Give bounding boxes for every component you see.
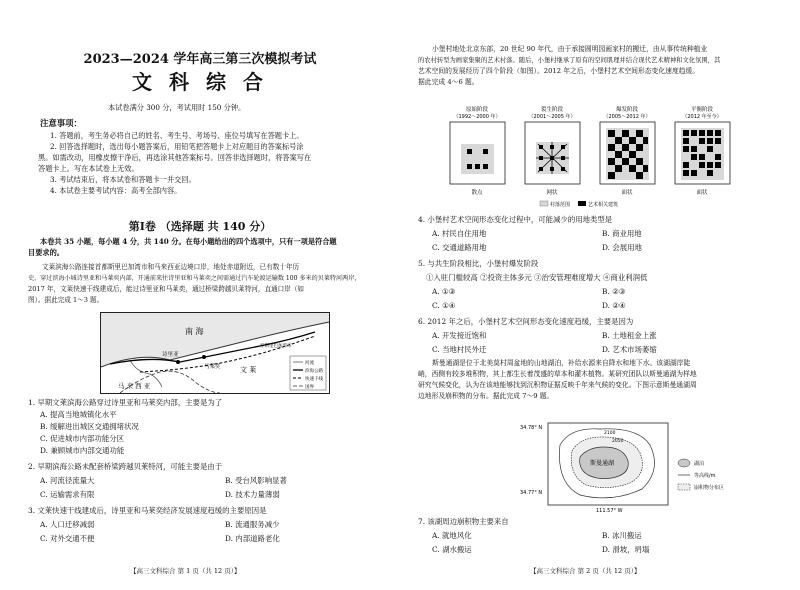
question-2: 2. 早期滨海公路未配套桥梁跨越贝莱特河，可能主要是由于 [28, 462, 223, 471]
art-space-stages-diagram [440, 104, 740, 216]
option[interactable]: B. 受台风影响显著 [225, 476, 287, 485]
city-label: 马莱奕 [204, 364, 221, 370]
capital-label: 至斯里巴加湾市 [260, 344, 292, 349]
lake-terrain-map [520, 415, 730, 513]
section-title: 第Ⅰ卷 （选择题 共 140 分） [128, 220, 272, 233]
stage-name: 爆发阶段 [615, 107, 639, 113]
question-3: 3. 文莱快速干线建成后，诗里亚和马莱奕经济发展速度趋缓的主要原因是 [28, 506, 267, 515]
section-instructions [28, 236, 390, 258]
passage-line: 据此完成 4～6 题。 [418, 78, 479, 86]
option[interactable]: D. 会展用地 [602, 243, 642, 252]
pattern-label: 面状 [696, 190, 708, 196]
question-6: 6. 2012 年之后，小堡村艺术空间形态变化速度趋缓，主要是因为 [418, 317, 634, 326]
passage-line: 的农村转型为画家集聚的艺术村落。随后，小堡村继承了原有的空间肌理并结合现代艺术精神和文化氛围，其 [418, 57, 721, 64]
question-7: 7. 该湖周边崩积物主要来自 [418, 517, 509, 526]
sea-label: 南 海 [185, 327, 204, 336]
option[interactable]: C. 当地村民外迁 [432, 345, 487, 354]
option[interactable]: D. 技术力量薄弱 [225, 490, 280, 499]
longitude-label: 111.57° W [596, 508, 623, 513]
option[interactable]: C. 运输需求有限 [40, 490, 95, 499]
passage-line: 峭，西侧有较多堆积物，其上都生长着茂盛的草本和灌木植物。某研究团队以斯曼通湖为样地 [418, 370, 697, 378]
note-item: 答题卡上。写在本试卷上无效。 [38, 164, 139, 173]
contour-value: 2050 [612, 439, 624, 444]
option[interactable]: A. ①③ [432, 287, 456, 296]
question-5: 5. 与共生阶段相比，小堡村爆发阶段 [418, 259, 539, 268]
pattern-label: 面状 [621, 190, 633, 196]
stage-years: （2005～2012 年） [603, 114, 651, 120]
pattern-label: 散点 [471, 190, 483, 196]
passage-line: 边地形及崩积物的分布。据此完成 7～9 题。 [418, 392, 554, 400]
note-item: 3. 考试结束后，将本试卷和答题卡一并交回。 [50, 175, 196, 184]
legend-label: 艺术相关建筑 [588, 202, 619, 208]
latitude-label: 34.77° N [520, 490, 543, 496]
stage-years: （2012 年至今） [682, 114, 722, 120]
question-5-statements: ①入驻门槛较高 ②投资主体多元 ③治安管理难度增大 ④商业利润低 [426, 273, 648, 282]
note-item: 2. 回答选择题时，选出每小题答案后，用铅笔把答题卡上对应题目的答案标号涂 [50, 142, 304, 151]
village-area [461, 144, 494, 174]
stage-name: 原始阶段 [465, 107, 489, 113]
passage-line: 小堡村地处北京东部，20 世纪 90 年代，由于承接圆明园画家村的搬迁，由从事传统种植业 [432, 45, 708, 53]
map-legend [290, 356, 326, 390]
exam-year-title: 2023—2024 学年高三第三次模拟考试 [83, 52, 317, 67]
option[interactable]: C. 促进城市内部功能分区 [40, 434, 124, 443]
city-marker [202, 355, 206, 359]
passage-line: 2017 年，文莱快速干线建成后，能过诗里亚和马莱奕，通过桥梁跨越贝莱特河，直通口岸（如 [28, 285, 305, 293]
passage-line: 文莱滨海公路连接首都斯里巴加湾市和马来西亚边境口岸，地处赤道附近，已有数十年历 [42, 263, 300, 271]
option[interactable]: D. 兼顾城市内部交通功能 [40, 446, 125, 455]
option[interactable]: A. 村民自住用地 [432, 229, 487, 238]
subject-title: 文 科 综 合 [132, 70, 268, 94]
instruction-line: 目要求的。 [28, 248, 64, 257]
option[interactable]: A. 开发接近饱和 [432, 331, 487, 340]
score-info: 本试卷满分 300 分，考试用时 150 分钟。 [108, 103, 246, 112]
page-footer: 【高三文科综合 第 2 页（共 12 页）】 [530, 567, 641, 575]
map-legend [678, 459, 724, 491]
legend-swatch [540, 201, 548, 206]
option[interactable]: B. 冰川搬运 [602, 531, 642, 540]
passage-line: 图）。据此完成 1～3 题。 [28, 296, 104, 304]
option[interactable]: A. 提高当地城镇化水平 [40, 410, 117, 419]
passage-line: 史，穿过滨海小城诗里亚和马莱奕内部，开通前来往诗里亚和马莱奕之间需通过汽车轮渡运输数 100 多米的贝莱特河两岸， [28, 275, 361, 282]
neighbor-label: 马 来 西 亚 [118, 382, 151, 390]
legend-label: 湖泊 [694, 461, 705, 467]
option[interactable]: B. 缓解进出城区交通拥堵状况 [40, 422, 139, 431]
passage-line: 斯曼通湖是位于北美莫村周盆地的山地湖泊，补给水源来自降水和地下水。该湖湖岸陡 [432, 359, 691, 367]
legend-label: 国界 [305, 385, 314, 390]
legend-label: 快速干线 [305, 377, 323, 382]
legend-swatch [578, 201, 586, 206]
passage-3 [418, 358, 788, 402]
lake-name: 斯曼通湖 [590, 460, 615, 467]
city-label: 诗里亚 [162, 352, 179, 358]
question-1: 1. 早期文莱滨海公路穿过诗里亚和马莱奕内部，主要是为了 [28, 398, 223, 407]
stage-years: （1992～2000 年） [453, 114, 501, 120]
art-buildings [539, 145, 565, 171]
legend-label: 崩积物分布区 [694, 485, 725, 491]
instruction-line: 本卷共 35 小题，每小题 4 分，共 140 分。在每小题给出的四个选项中，只有一项是符合题 [40, 237, 337, 246]
option[interactable]: A. 河流径流量大 [40, 476, 95, 485]
option[interactable]: A. 人口迁移减弱 [40, 520, 95, 529]
page-footer: 【高三文科综合 第 1 页（共 12 页）】 [130, 567, 241, 575]
note-item: 1. 答题前，考生务必将自己的姓名、考生号、考场号、座位号填写在答题卡上。 [50, 131, 304, 140]
passage-1 [28, 262, 390, 306]
passage-line: 研究气候变化，认为在该地能够找到沉积物证据反映千年来气候的变化。下图示意斯曼通湖周 [418, 381, 697, 389]
option[interactable]: D. ②④ [602, 301, 626, 310]
option[interactable]: D. 艺术市场萎缩 [602, 345, 657, 354]
notes-list [38, 130, 390, 196]
option[interactable]: B. ②③ [602, 287, 626, 296]
legend-label: 等高线/m [694, 473, 716, 479]
brunei-road-map [100, 312, 330, 394]
option[interactable]: D. 内部道路老化 [225, 534, 280, 543]
option[interactable]: C. ①④ [432, 301, 456, 310]
stage-name: 平衡阶段 [690, 107, 714, 113]
pattern-label: 网状 [546, 190, 558, 196]
stage-years: （2001～2005 年） [528, 114, 576, 120]
legend-label: 河流 [305, 361, 314, 366]
latitude-label: 34.78° N [520, 425, 543, 431]
note-item: 4. 本试卷主要考试内容：高考全部内容。 [50, 186, 182, 195]
option[interactable]: B. 流通服务减少 [225, 520, 280, 529]
option[interactable]: B. 商业用地 [602, 229, 642, 238]
option[interactable]: B. 土地租金上涨 [602, 331, 657, 340]
option[interactable]: C. 湖水搬运 [432, 545, 472, 554]
option[interactable]: C. 对外交通不便 [40, 534, 95, 543]
option[interactable]: C. 交通道路用地 [432, 243, 487, 252]
passage-line: 艺术空间的发展经历了四个阶段（如图）。2012 年之后，小堡村艺术空间形态变化速度趋缓。 [418, 67, 700, 75]
stage-name: 裂生阶段 [540, 107, 564, 113]
legend-label: 滨海公路 [305, 369, 323, 374]
notes-heading: 注意事项： [40, 118, 82, 128]
question-4: 4. 小堡村艺术空间形态变化过程中，可能减少的用地类型是 [418, 215, 613, 224]
legend-label: 村落范围 [550, 202, 571, 208]
city-marker [176, 360, 180, 364]
passage-2 [418, 44, 788, 88]
note-item: 黑。如需改动，用橡皮擦干净后，再选涂其他答案标号。回答非选择题时，将答案写在 [38, 153, 312, 162]
contour-value: 2100 [604, 431, 616, 436]
country-label: 文 莱 [240, 366, 257, 374]
option[interactable]: D. 滑坡，坍塌 [602, 545, 650, 554]
option[interactable]: A. 就地风化 [432, 531, 472, 540]
